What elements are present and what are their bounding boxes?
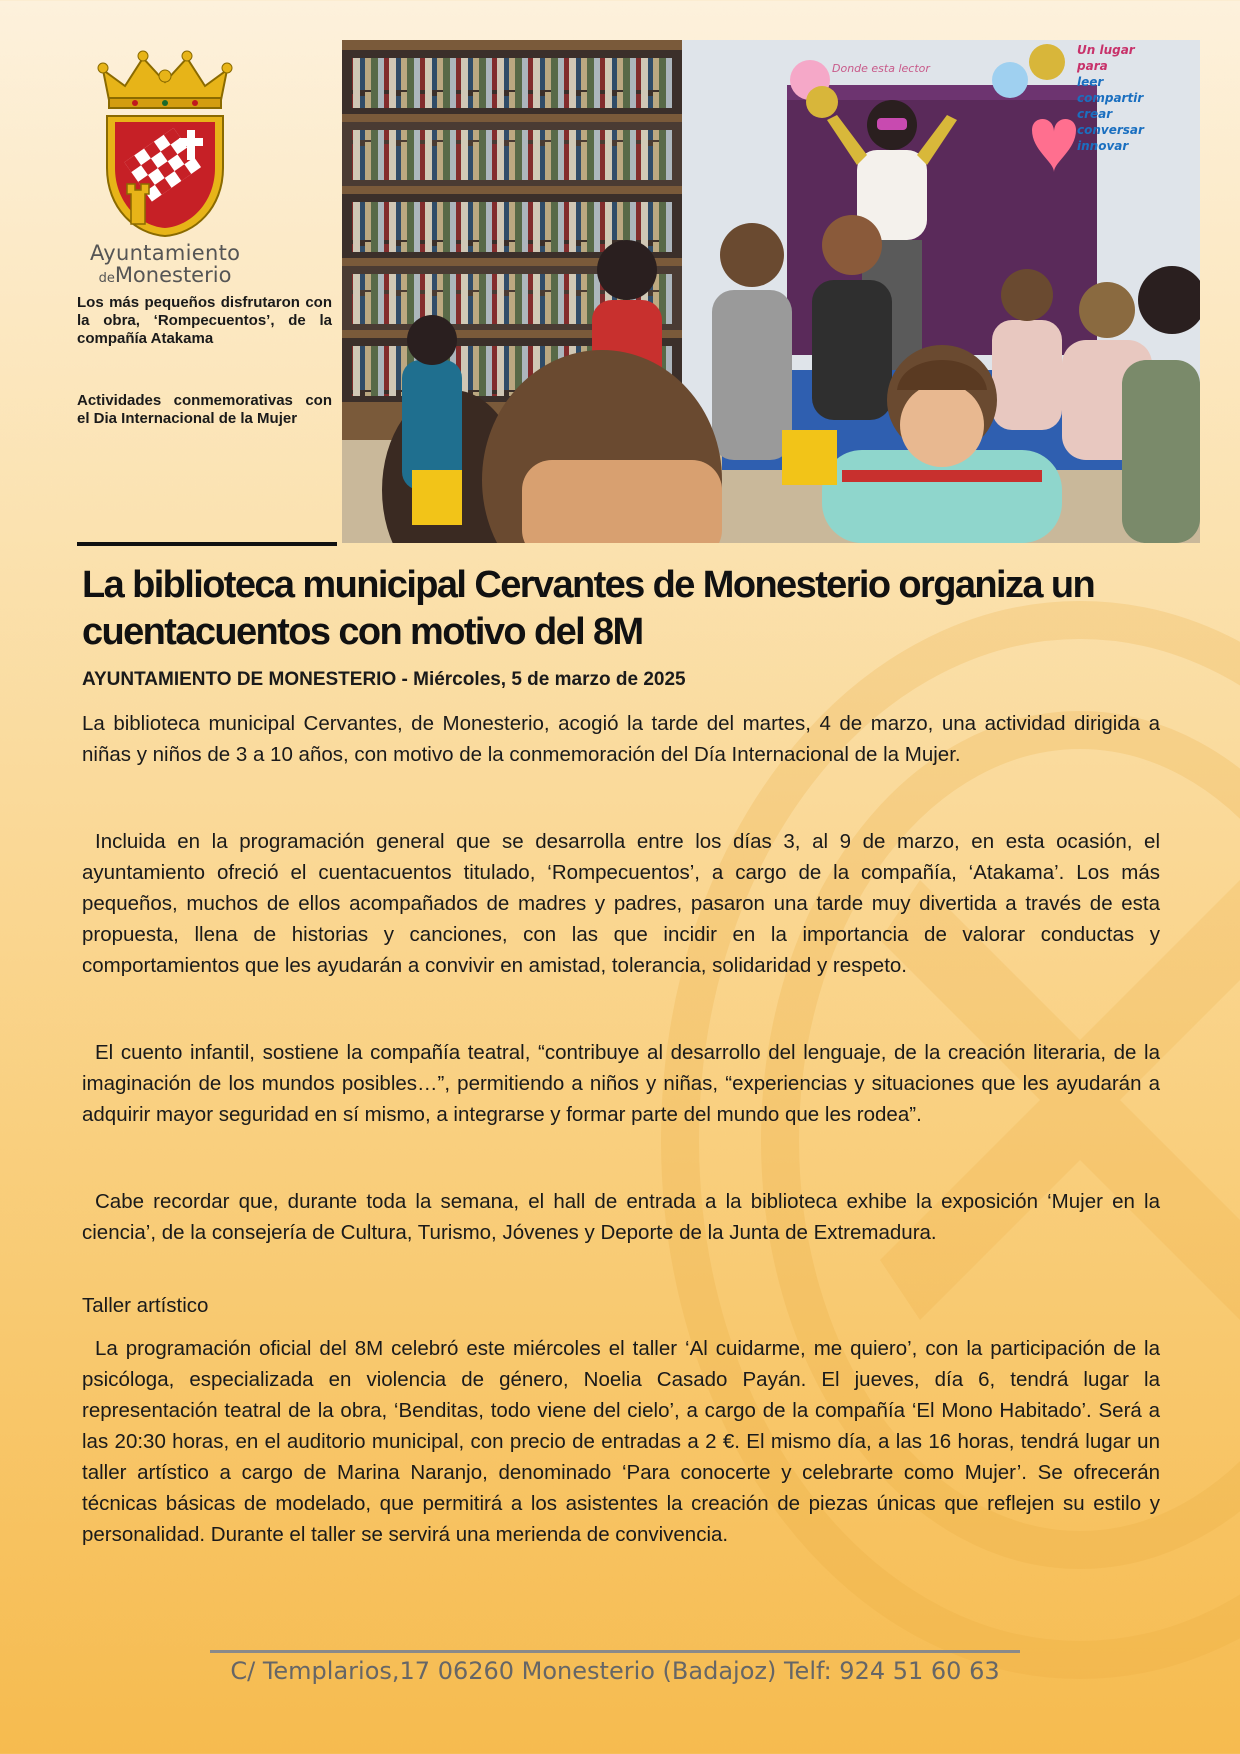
footer-divider	[210, 1650, 1020, 1653]
article-paragraph: El cuento infantil, sostiene la compañía teatral, “contribuye al desarrollo del lenguaje, de la creación literaria, de la imaginación de los mundos posibles…”, permitiendo a niños y niñas, “experiencias y situaciones que les ayudarán a adquirir mayor seguridad en sí mismo, a integrarse y formar parte del mundo que les rodea”.	[82, 1041, 1160, 1126]
photo-wall-text: leer	[1077, 75, 1104, 89]
article-paragraph: La programación oficial del 8M celebró este miércoles el taller ‘Al cuidarme, me quiero’, con la participación de la psicóloga, especializada en violencia de género, Noelia Casado Payán. El jueves, día 6, tendrá lugar la representación teatral de la obra, ‘Benditas, todo viene del cielo’, a cargo de la compañía ‘El Mono Habitado’. Será a las 20:30 horas, en el auditorio municipal, con precio de entradas a 2 €. El mismo día, a las 16 horas, tendrá lugar un taller artístico a cargo de Marina Naranjo, denominado ‘Para conocerte y celebrarte como Mujer’. Se ofrecerán técnicas básicas de modelado, que permitirá a los asistentes la creación de piezas únicas que reflejen su estilo y personalidad. Durante el taller se servirá una merienda de convivencia.	[82, 1337, 1160, 1546]
article-body	[82, 708, 1160, 1550]
event-note: Actividades conmemorativas con el Dia Internacional de la Mujer	[77, 392, 332, 427]
logo-name-prefix: de	[98, 271, 115, 287]
section-subheading: Taller artístico	[82, 1294, 209, 1317]
logo-name-line2: Monesterio	[114, 263, 232, 288]
photo-wall-text: compartir	[1077, 91, 1144, 105]
photo-wall-text: crear	[1077, 107, 1113, 121]
event-photo	[342, 40, 1200, 543]
logo-name-line1: Ayuntamiento	[90, 241, 241, 265]
photo-wall-text: conversar	[1077, 123, 1144, 137]
article-paragraph: La biblioteca municipal Cervantes, de Monesterio, acogió la tarde del martes, 4 de marzo, una actividad dirigida a niñas y niños de 3 a 10 años, con motivo de la conmemoración del Día Internacional de la Mujer.	[82, 712, 1160, 766]
photo-board-title: Donde esta lector	[832, 62, 930, 75]
photo-caption: Los más pequeños disfrutaron con la obra, ‘Rompecuentos’, de la compañía Atakama	[77, 294, 332, 347]
photo-wall-text: para	[1077, 59, 1108, 73]
article-byline: AYUNTAMIENTO DE MONESTERIO - Miércoles, 5 de marzo de 2025	[82, 669, 686, 690]
sidebar-divider	[77, 542, 337, 546]
article-headline: La biblioteca municipal Cervantes de Monesterio organiza un cuentacuentos con motivo del 8M	[82, 564, 1095, 653]
coat-of-arms-icon	[95, 48, 235, 238]
footer-address: C/ Templarios,17 06260 Monesterio (Badajoz) Telf: 924 51 60 63	[230, 1657, 1000, 1685]
article-paragraph: Incluida en la programación general que se desarrolla entre los días 3, al 9 de marzo, en esta ocasión, el ayuntamiento ofreció el cuentacuentos titulado, ‘Rompecuentos’, a cargo de la compañía, ‘Atakama’. Los más pequeños, muchos de ellos acompañados de madres y padres, pasaron una tarde muy divertida a través de esta propuesta, llena de historias y canciones, con las que incidir en la importancia de valorar conductas y comportamientos que les ayudarán a convivir en amistad, tolerancia, solidaridad y respeto.	[82, 830, 1160, 977]
photo-wall-text: innovar	[1077, 139, 1129, 153]
photo-wall-text: Un lugar	[1077, 43, 1135, 57]
municipal-logo	[90, 48, 240, 286]
article-paragraph: Cabe recordar que, durante toda la semana, el hall de entrada a la biblioteca exhibe la exposición ‘Mujer en la ciencia’, de la consejería de Cultura, Turismo, Jóvenes y Deporte de la Junta de Extremadura.	[82, 1190, 1160, 1244]
